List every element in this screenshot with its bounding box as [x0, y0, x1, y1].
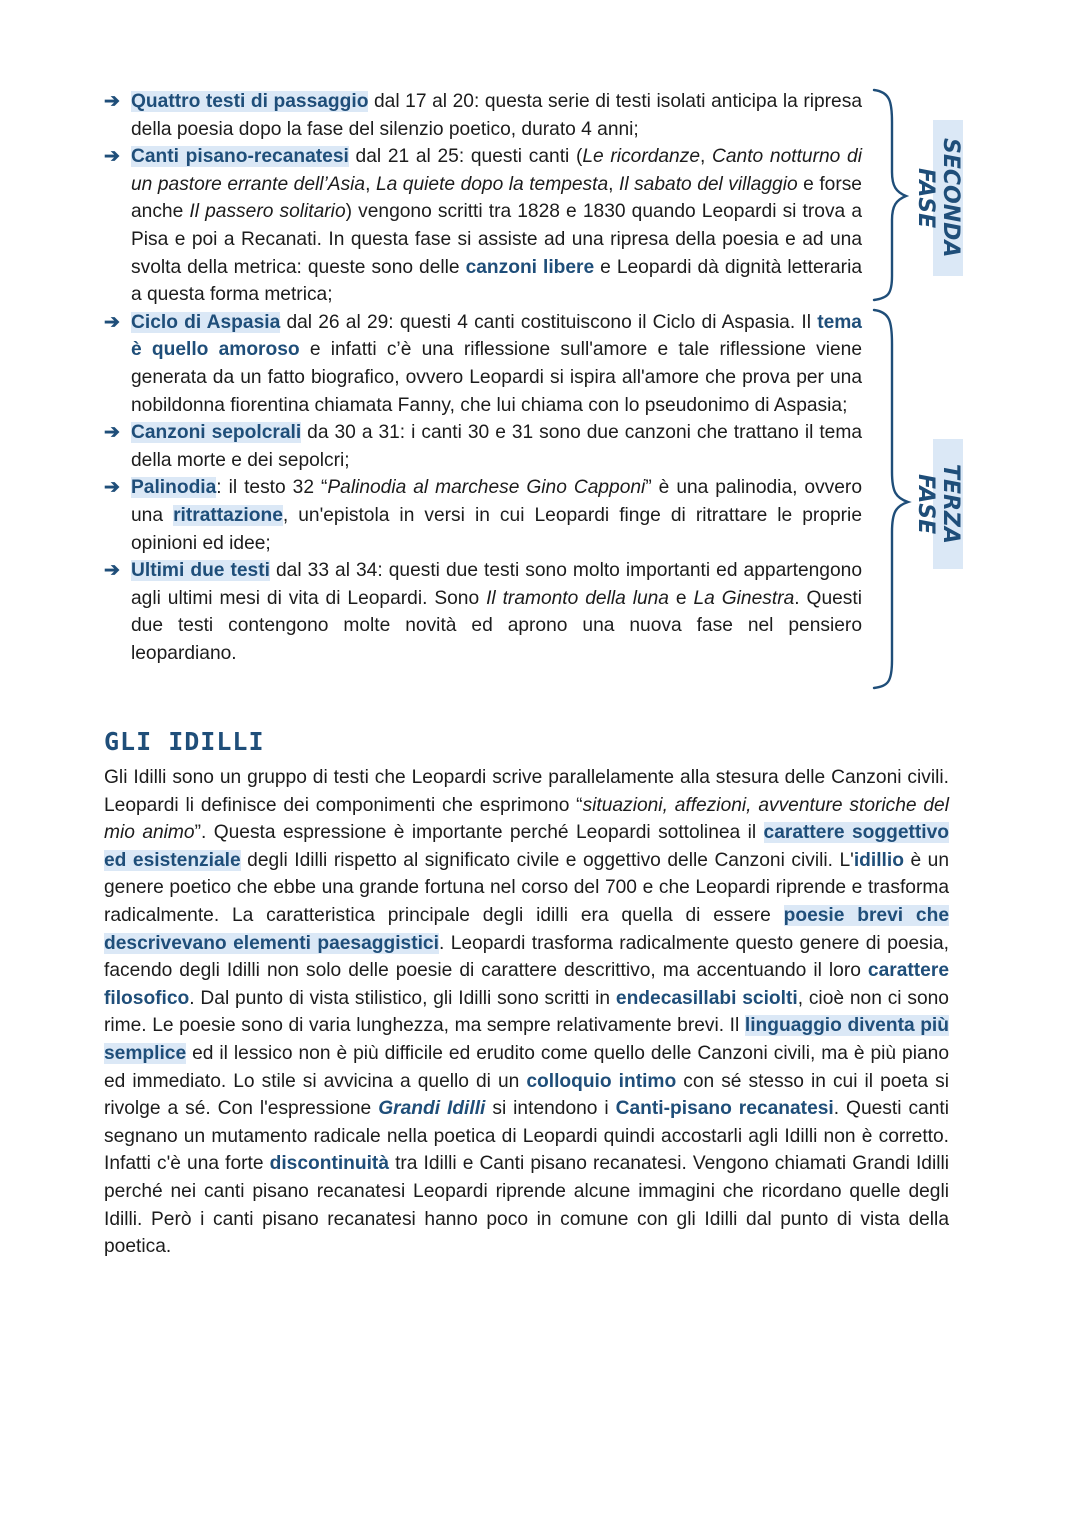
arrow-icon: ➔	[104, 91, 121, 112]
text: da 30 a 31: i canti 30 e 31 sono due canzoni che trattano il tema della morte e dei sepolcri;	[131, 422, 862, 471]
text: si intendono i	[485, 1098, 616, 1120]
keyword: carattere filosofico	[104, 960, 949, 1009]
title-italic: Il passero solitario	[189, 201, 346, 223]
text: ”. Questa espressione è importante perché Leopardi sottolinea il	[194, 822, 764, 844]
title-italic: La quiete dopo la tempesta	[375, 173, 609, 195]
quote-italic: situazioni, affezioni, avventure storiche del mio animo	[104, 794, 949, 844]
arrow-icon: ➔	[104, 146, 121, 168]
keyword: endecasillabi sciolti	[615, 987, 798, 1009]
phase-list	[104, 88, 862, 667]
text: Gli Idilli sono un gruppo di testi che Leopardi scrive parallelamente alla stesura delle Canzoni civili. Leopardi li definisce dei componimenti che esprimono “	[104, 767, 949, 816]
title-italic: Il sabato del villaggio	[618, 173, 798, 195]
text: , cioè non ci sono rime. Le poesie sono di varia lunghezza, ma sempre relativamente brevi. Il	[104, 987, 949, 1037]
phase-label-third: TERZA FASE	[933, 439, 963, 569]
highlight: Quattro testi di passaggio	[131, 91, 369, 112]
arrow-icon: ➔	[104, 560, 121, 582]
keyword: discontinuità	[269, 1153, 389, 1175]
text: dal 33 al 34: questi due testi sono molto importanti ed appartengono agli ultimi mesi di vita di Leopardi. Sono	[131, 560, 862, 609]
list-item	[104, 143, 862, 309]
text: è un genere poetico che ebbe una grande fortuna nel corso del 700 e che Leopardi riprende e trasforma radicalmente. La caratteristica principale degli idilli era quella di essere	[104, 849, 949, 926]
list-item	[104, 309, 862, 419]
text: ) vengono scritti tra 1828 e 1830 quando Leopardi si trova a Pisa e poi a Recanati. In questa fase si assiste ad una ripresa della poesia e ad una svolta della metrica: queste sono delle	[131, 201, 863, 278]
keyword-italic: Grandi Idilli	[378, 1098, 486, 1120]
text: con sé stesso in cui il poeta si rivolge a sé. Con l'espressione	[104, 1070, 949, 1120]
arrow-icon: ➔	[104, 422, 121, 444]
keyword: tema è quello amoroso	[131, 311, 862, 361]
text: ,	[608, 173, 619, 195]
text: : il testo 32 “	[216, 477, 328, 499]
text: ed il lessico non è più difficile ed erudito come quello delle Canzoni civili, ma è più piano ed immediato. Lo stile si avvicina a quello di un	[104, 1042, 949, 1092]
highlight: Canti pisano-recanatesi	[131, 146, 349, 168]
section-paragraph	[104, 764, 949, 1261]
arrow-icon: ➔	[104, 477, 121, 499]
list-item	[104, 419, 862, 474]
text: dal 26 al 29: questi 4 canti costituiscono il Ciclo di Aspasia. Il	[280, 311, 818, 333]
text: e forse anche	[131, 173, 862, 223]
highlight: carattere soggettivo ed esistenziale	[104, 822, 950, 871]
keyword: Canti-pisano recanatesi	[615, 1098, 834, 1120]
highlight: ritrattazione	[173, 504, 283, 526]
text: tra Idilli e Canti pisano recanatesi. Vengono chiamati Grandi Idilli perché nei canti pisano recanatesi Leopardi riprende alcune immagini che ricordano quelle degli Idilli. Però i canti pisano recanatesi hanno poco in comune con gli Idilli dal punto di vista della poetica.	[104, 1153, 949, 1258]
list-item	[104, 557, 862, 667]
brace-second-icon	[874, 90, 906, 300]
title-italic: Il tramonto della luna	[486, 587, 669, 609]
highlight: Ultimi due testi	[131, 560, 270, 582]
text: , un'epistola in versi in cui Leopardi finge di ritrattare le proprie opinioni ed idee;	[131, 504, 862, 554]
text: . Questi canti segnano un mutamento radicale nella poetica di Leopardi quindi accostarli agli Idilli non è corretto. Infatti c'è una forte	[104, 1098, 949, 1175]
text: . Dal punto di vista stilistico, gli Idilli sono scritti in	[189, 987, 616, 1009]
text: ,	[365, 173, 376, 195]
section-title: GLI IDILLI	[104, 727, 265, 756]
highlight: Canzoni sepolcrali	[131, 422, 302, 444]
brace-third-icon	[874, 310, 908, 688]
text: e Leopardi dà dignità letteraria a questa forma metrica;	[131, 256, 863, 306]
title-italic: Palinodia al marchese Gino Capponi	[327, 477, 646, 499]
text: . Leopardi trasforma radicalmente questo genere di poesia, facendo degli Idilli non solo delle poesie di carattere descrittivo, ma accentuando il loro	[104, 932, 949, 982]
text: degli Idilli rispetto al significato civile e oggettivo delle Canzoni civili. L'	[240, 849, 854, 871]
text: e infatti c’è una riflessione sull'amore e tale riflessione viene generata da un fatto biografico, ovvero Leopardi si ispira all'amore che prova per una nobildonna fiorentina chiamata Fanny, che lui chiama con lo pseudonimo di Aspasia;	[131, 339, 862, 416]
text: . Questi due testi contengono molte novità ed aprono una nuova fase nel pensiero leopardiano.	[131, 587, 862, 664]
title-italic: La Ginestra	[693, 587, 795, 609]
list-item	[104, 88, 862, 143]
text: dal 17 al 20: questa serie di testi isolati anticipa la ripresa della poesia dopo la fase del silenzio poetico, durato 4 anni;	[131, 91, 862, 140]
text: ” è una palinodia, ovvero una	[131, 477, 862, 526]
highlight: Ciclo di Aspasia	[131, 311, 281, 333]
text: ,	[700, 146, 713, 168]
highlight: Palinodia	[131, 477, 217, 499]
keyword: idillio	[853, 849, 904, 871]
title-italic: Le ricordanze	[582, 146, 700, 168]
highlight: linguaggio diventa più semplice	[104, 1015, 949, 1064]
arrow-icon: ➔	[104, 311, 121, 333]
keyword: canzoni libere	[465, 256, 595, 278]
title-italic: Canto notturno di un pastore errante dell’Asia	[131, 146, 862, 195]
text: dal 21 al 25: questi canti (	[348, 146, 583, 168]
list-item	[104, 474, 862, 557]
text: e	[668, 587, 694, 609]
keyword: colloquio intimo	[526, 1070, 677, 1092]
phase-label-second: SECONDA FASE	[933, 120, 963, 276]
highlight: poesie brevi che descrivevano elementi paesaggistici	[104, 904, 949, 954]
